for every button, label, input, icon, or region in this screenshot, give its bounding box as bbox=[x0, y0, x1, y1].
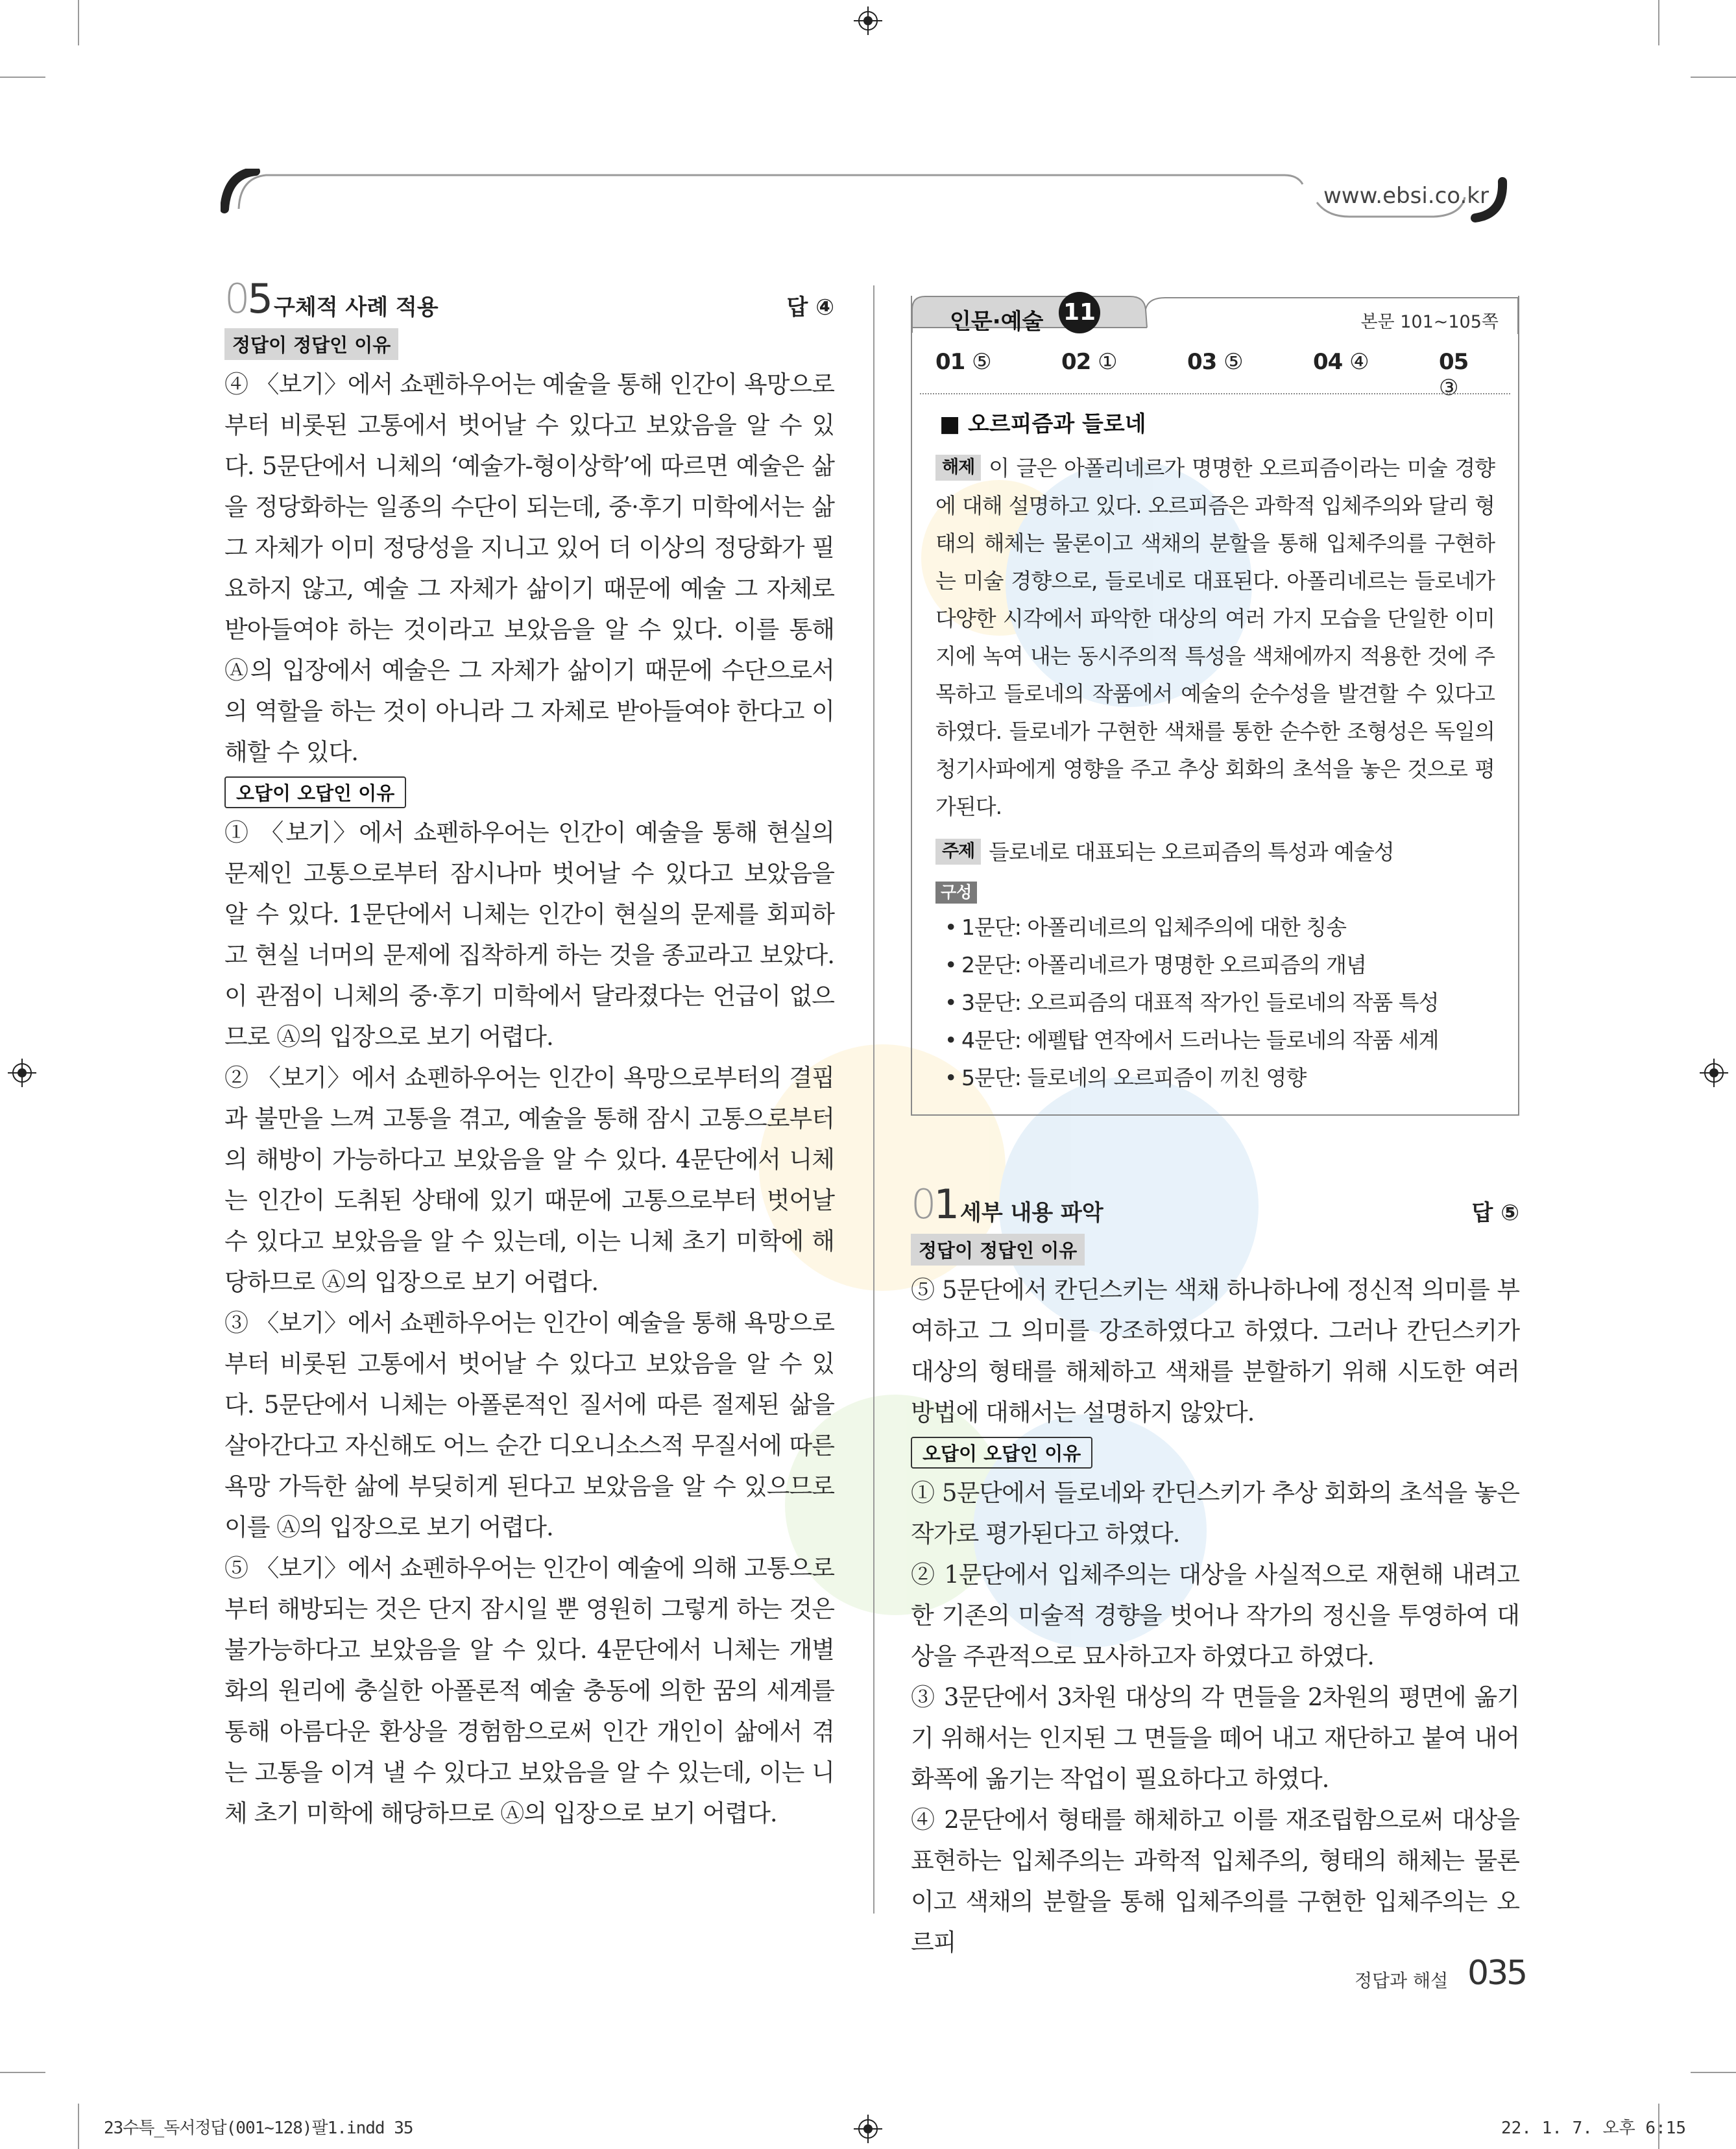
dotted-separator bbox=[920, 393, 1510, 394]
correct-reason-tag: 정답이 정답인 이유 bbox=[911, 1234, 1085, 1266]
registration-mark-icon bbox=[854, 6, 882, 35]
answer-item: 02 ① bbox=[1061, 349, 1118, 375]
correct-reason-text: ④ 〈보기〉에서 쇼펜하우어는 예술을 통해 인간이 욕망으로부터 비롯된 고통에서 벗어날 수 있다고 보았음을 알 수 있다. 5문단에서 니체의 ‘예술가-형이상학’에 따르면 예술은 삶을 정당화하는 일종의 수단이 되는데, 중·후기 미학에서는 삶 그 자체가 이미 정당성을 지니고 있어 더 이상의 정당화가 필요하지 않고, 예술 그 자체가 삶이기 때문에 예술 그 자체로 받아들여야 하는 것이라고 보았음을 알 수 있다. 이를 통해 Ⓐ의 입장에서 예술은 그 자체가 삶이기 때문에 수단으로서의 역할을 하는 것이 아니라 그 자체로 받아들여야 한다고 이해할 수 있다. bbox=[224, 370, 834, 766]
trim-mark bbox=[78, 0, 79, 45]
structure-label: 구성 bbox=[935, 882, 977, 904]
passage-number-badge: 11 bbox=[1059, 292, 1100, 333]
print-slug-file: 23수특_독서정답(001~128)팔1.indd 35 bbox=[104, 2119, 413, 2138]
structure-list bbox=[935, 909, 1495, 1097]
print-slug-date: 22. 1. 7. 오후 6:15 bbox=[1501, 2119, 1687, 2138]
registration-mark-icon bbox=[8, 1059, 36, 1087]
category-label: 인문·예술 bbox=[950, 309, 1044, 335]
footer-label: 정답과 해설 bbox=[1355, 1970, 1449, 1991]
structure-item: • 4문단: 에펠탑 연작에서 드러나는 들로네의 작품 세계 bbox=[935, 1022, 1495, 1059]
answer-item: 05 ③ bbox=[1439, 349, 1469, 401]
wrong-reason-item: ③ 〈보기〉에서 쇼펜하우어는 인간이 예술을 통해 욕망으로부터 비롯된 고통에서 벗어날 수 있다고 보았음을 알 수 있다. 5문단에서 니체는 아폴론적인 질서에 따른 절제된 삶을 살아간다고 자신해도 어느 순간 디오니소스적 무질서에 따른 욕망 가득한 삶에 부딪히게 된다고 보았음을 알 수 있으므로 이를 Ⓐ의 입장으로 보기 어렵다. bbox=[224, 1309, 834, 1541]
theme-text: 들로네로 대표되는 오르피즘의 특성과 예술성 bbox=[989, 839, 1394, 865]
summary-box bbox=[911, 296, 1519, 1116]
theme-label: 주제 bbox=[935, 839, 981, 865]
answer-item: 04 ④ bbox=[1313, 349, 1369, 375]
wrong-reason-tag: 오답이 오답인 이유 bbox=[911, 1437, 1092, 1469]
haeje-paragraph bbox=[935, 450, 1495, 826]
question-number: 05 bbox=[224, 275, 271, 322]
page-reference: 본문 101~105쪽 bbox=[1360, 312, 1499, 332]
answer-row bbox=[935, 349, 1493, 401]
wrong-reason-tag: 오답이 오답인 이유 bbox=[224, 776, 406, 808]
trim-mark bbox=[78, 2104, 79, 2149]
question-answer: 답 ⑤ bbox=[1471, 1200, 1519, 1226]
wrong-reason-item: ① 5문단에서 들로네와 칸딘스키가 추상 회화의 초석을 놓은 작가로 평가된다고 하였다. bbox=[911, 1479, 1519, 1548]
theme-paragraph bbox=[935, 834, 1495, 871]
answer-item: 03 ⑤ bbox=[1187, 349, 1244, 375]
left-column bbox=[224, 275, 834, 1834]
trim-mark bbox=[1691, 2072, 1736, 2073]
question-title: 세부 내용 파악 bbox=[960, 1200, 1103, 1226]
wrong-reason-item: ① 〈보기〉에서 쇼펜하우어는 인간이 예술을 통해 현실의 문제인 고통으로부터 잠시나마 벗어날 수 있다고 보았음을 알 수 있다. 1문단에서 니체는 인간이 현실의 문제를 회피하고 현실 너머의 문제에 집착하게 하는 것을 종교라고 보았다. 이 관점이 니체의 중·후기 미학에서 달라졌다는 언급이 없으므로 Ⓐ의 입장으로 보기 어렵다. bbox=[224, 819, 834, 1051]
wrong-reason-item: ② 1문단에서 입체주의는 대상을 사실적으로 재현해 내려고 한 기존의 미술적 경향을 벗어나 작가의 정신을 투영하여 대상을 주관적으로 묘사하고자 하였다고 하였다. bbox=[911, 1561, 1519, 1670]
wrong-reason-item: ③ 3문단에서 3차원 대상의 각 면들을 2차원의 평면에 옮기기 위해서는 인지된 그 면들을 떼어 내고 재단하고 붙여 내어 화폭에 옮기는 작업이 필요하다고 하였다. bbox=[911, 1683, 1519, 1793]
haeje-text: 이 글은 아폴리네르가 명명한 오르피즘이라는 미술 경향에 대해 설명하고 있다. 오르피즘은 과학적 입체주의와 달리 형태의 해체는 물론이고 색채의 분할을 통해 입체주의를 구현하는 미술 경향으로, 들로네로 대표된다. 아폴리네르는 들로네가 다양한 시각에서 파악한 대상의 여러 가지 모습을 단일한 이미지에 녹여 내는 동시주의적 특성을 색채에까지 적용한 것에 주목하고 들로네의 작품에서 예술의 순수성을 발견할 수 있다고 하였다. 들로네가 구현한 색채를 통한 순수한 조형성은 독일의 청기사파에게 영향을 주고 추상 회화의 초석을 놓은 것으로 평가된다. bbox=[935, 455, 1495, 819]
registration-mark-icon bbox=[854, 2115, 882, 2143]
trim-mark bbox=[0, 77, 45, 78]
registration-mark-icon bbox=[1700, 1059, 1728, 1087]
question-answer: 답 ④ bbox=[786, 294, 834, 320]
wrong-reason-item: ④ 2문단에서 형태를 해체하고 이를 재조립함으로써 대상을 표현하는 입체주의는 과학적 입체주의, 형태의 해체는 물론이고 색채의 분할을 통해 입체주의를 구현한 입체주의는 오르피 bbox=[911, 1806, 1519, 1956]
site-url: www.ebsi.co.kr bbox=[1323, 183, 1489, 209]
structure-item: • 5문단: 들로네의 오르피즘이 끼친 영향 bbox=[935, 1059, 1495, 1097]
correct-reason-tag: 정답이 정답인 이유 bbox=[224, 328, 398, 360]
correct-reason-text: ⑤ 5문단에서 칸딘스키는 색채 하나하나에 정신적 의미를 부여하고 그 의미를 강조하였다고 하였다. 그러나 칸딘스키가 대상의 형태를 해체하고 색채를 분할하기 위해 시도한 여러 방법에 대해서는 설명하지 않았다. bbox=[911, 1276, 1519, 1426]
column-divider bbox=[873, 285, 874, 1914]
question-header bbox=[224, 275, 834, 324]
page-number: 035 bbox=[1467, 1954, 1526, 1993]
trim-mark bbox=[1691, 77, 1736, 78]
wrong-reason-item: ⑤ 〈보기〉에서 쇼펜하우어는 인간이 예술에 의해 고통으로부터 해방되는 것은 단지 잠시일 뿐 영원히 그렇게 하는 것은 불가능하다고 보았음을 알 수 있다. 4문단에서 니체는 개별화의 원리에 충실한 아폴론적 예술 충동에 의한 꿈의 세계를 통해 아름다운 환상을 경험함으로써 인간 개인이 삶에서 겪는 고통을 이겨 낼 수 있다고 보았음을 알 수 있는데, 이는 니체 초기 미학에 해당하므로 Ⓐ의 입장으로 보기 어렵다. bbox=[224, 1554, 834, 1827]
question-title: 구체적 사례 적용 bbox=[274, 294, 439, 320]
question-block-right bbox=[911, 1181, 1519, 1963]
structure-item: • 1문단: 아폴리네르의 입체주의에 대한 칭송 bbox=[935, 909, 1495, 946]
right-column bbox=[911, 296, 1519, 1956]
haeje-label: 해제 bbox=[935, 455, 981, 481]
passage-title: ■ 오르피즘과 들로네 bbox=[939, 411, 1146, 437]
structure-item: • 3문단: 오르피즘의 대표적 작가인 들로네의 작품 특성 bbox=[935, 984, 1495, 1022]
summary-body bbox=[935, 406, 1495, 1097]
trim-mark bbox=[1658, 0, 1659, 45]
question-number: 01 bbox=[911, 1181, 957, 1228]
question-header bbox=[911, 1181, 1519, 1230]
wrong-reason-item: ② 〈보기〉에서 쇼펜하우어는 인간이 욕망으로부터의 결핍과 불만을 느껴 고통을 겪고, 예술을 통해 잠시 고통으로부터의 해방이 가능하다고 보았음을 알 수 있다. 4문단에서 니체는 인간이 도취된 상태에 있기 때문에 고통으로부터 벗어날 수 있다고 보았음을 알 수 있는데, 이는 니체 초기 미학에 해당하므로 Ⓐ의 입장으로 보기 어렵다. bbox=[224, 1064, 834, 1296]
structure-item: • 2문단: 아폴리네르가 명명한 오르피즘의 개념 bbox=[935, 946, 1495, 984]
trim-mark bbox=[0, 2072, 45, 2073]
answer-item: 01 ⑤ bbox=[935, 349, 992, 375]
